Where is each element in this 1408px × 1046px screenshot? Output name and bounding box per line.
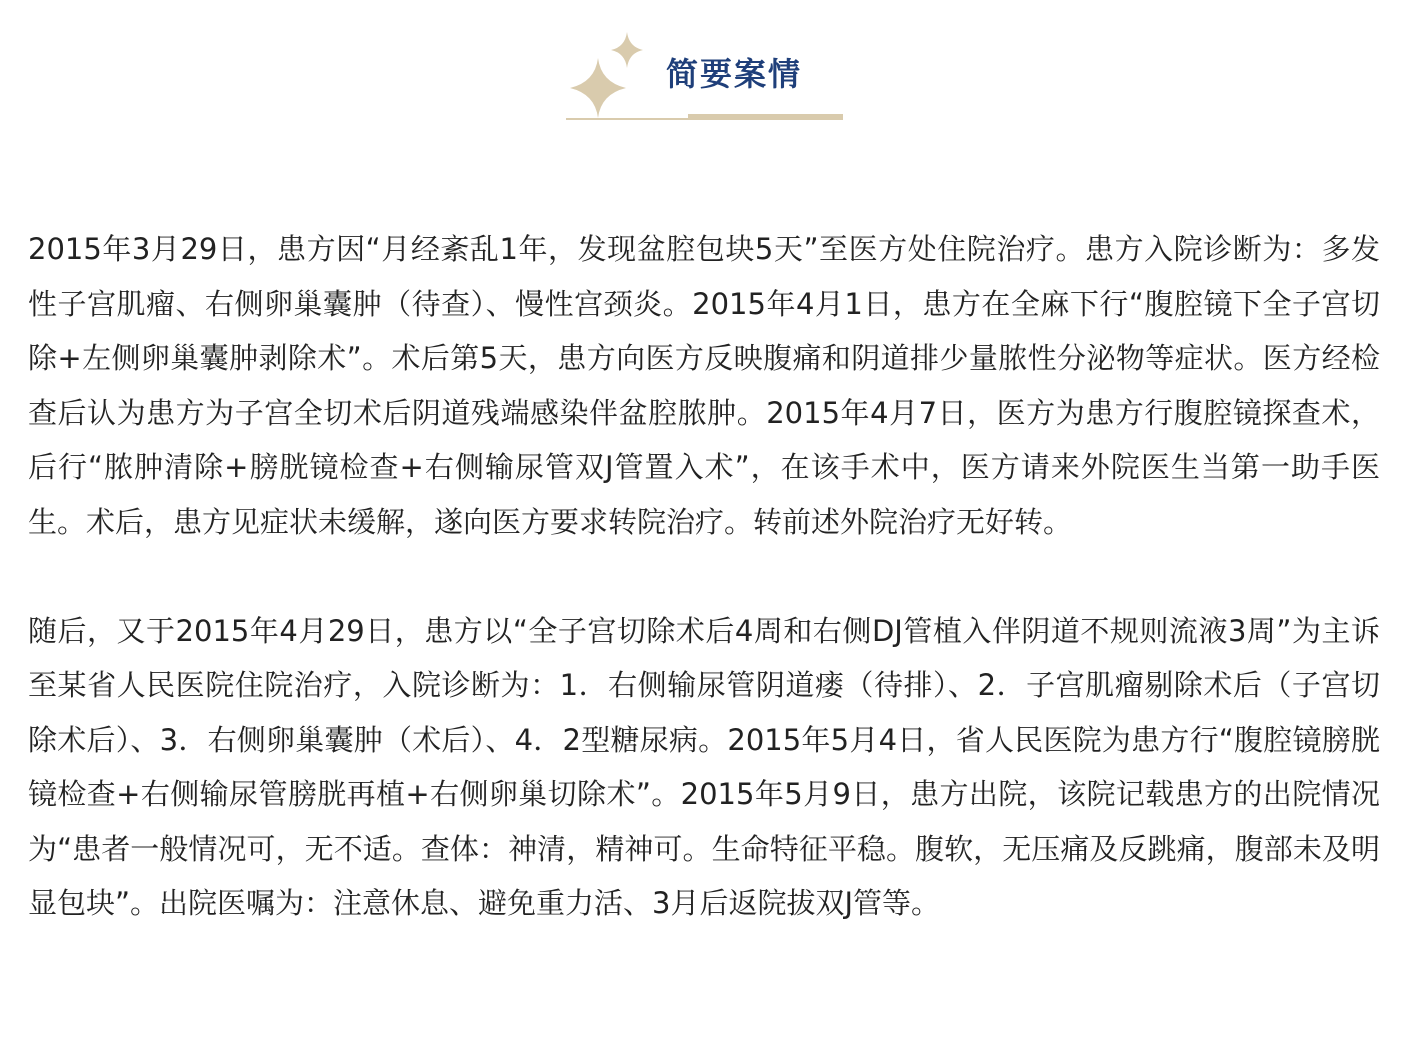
- case-summary-body: [28, 222, 1380, 931]
- paragraph-initial-treatment: 2015年3月29日，患方因“月经紊乱1年，发现盆腔包块5天”至医方处住院治疗。患方入院诊断为：多发性子宫肌瘤、右侧卵巢囊肿（待查）、慢性宫颈炎。2015年4月1日，患方在全麻下行“腹腔镜下全子宫切除+左侧卵巢囊肿剥除术”。术后第5天，患方向医方反映腹痛和阴道排少量脓性分泌物等症状。医方经检查后认为患方为子宫全切术后阴道残端感染伴盆腔脓肿。2015年4月7日，医方为患方行腹腔镜探查术，后行“脓肿清除+膀胱镜检查+右侧输尿管双J管置入术”，在该手术中，医方请来外院医生当第一助手医生。术后，患方见症状未缓解，遂向医方要求转院治疗。转前述外院治疗无好转。: [28, 232, 1380, 539]
- title-underline-thin: [566, 118, 688, 120]
- section-title: 简要案情: [666, 55, 803, 93]
- title-underline-thick: [688, 114, 843, 120]
- section-header: [0, 0, 1408, 130]
- small-sparkle-shape: [611, 32, 643, 68]
- sparkle-icon: [568, 30, 648, 120]
- paragraph-transfer-treatment: 随后，又于2015年4月29日，患方以“全子宫切除术后4周和右侧DJ管植入伴阴道不规则流液3周”为主诉至某省人民医院住院治疗，入院诊断为：1．右侧输尿管阴道瘘（待排）、2．子宫肌瘤剔除术后（子宫切除术后）、3．右侧卵巢囊肿（术后）、4．2型糖尿病。2015年5月4日，省人民医院为患方行“腹腔镜膀胱镜检查+右侧输尿管膀胱再植+右侧卵巢切除术”。2015年5月9日，患方出院，该院记载患方的出院情况为“患者一般情况可，无不适。查体：神清，精神可。生命特征平稳。腹软，无压痛及反跳痛，腹部未及明显包块”。出院医嘱为：注意休息、避免重力活、3月后返院拔双J管等。: [28, 613, 1380, 920]
- large-sparkle-shape: [570, 58, 626, 118]
